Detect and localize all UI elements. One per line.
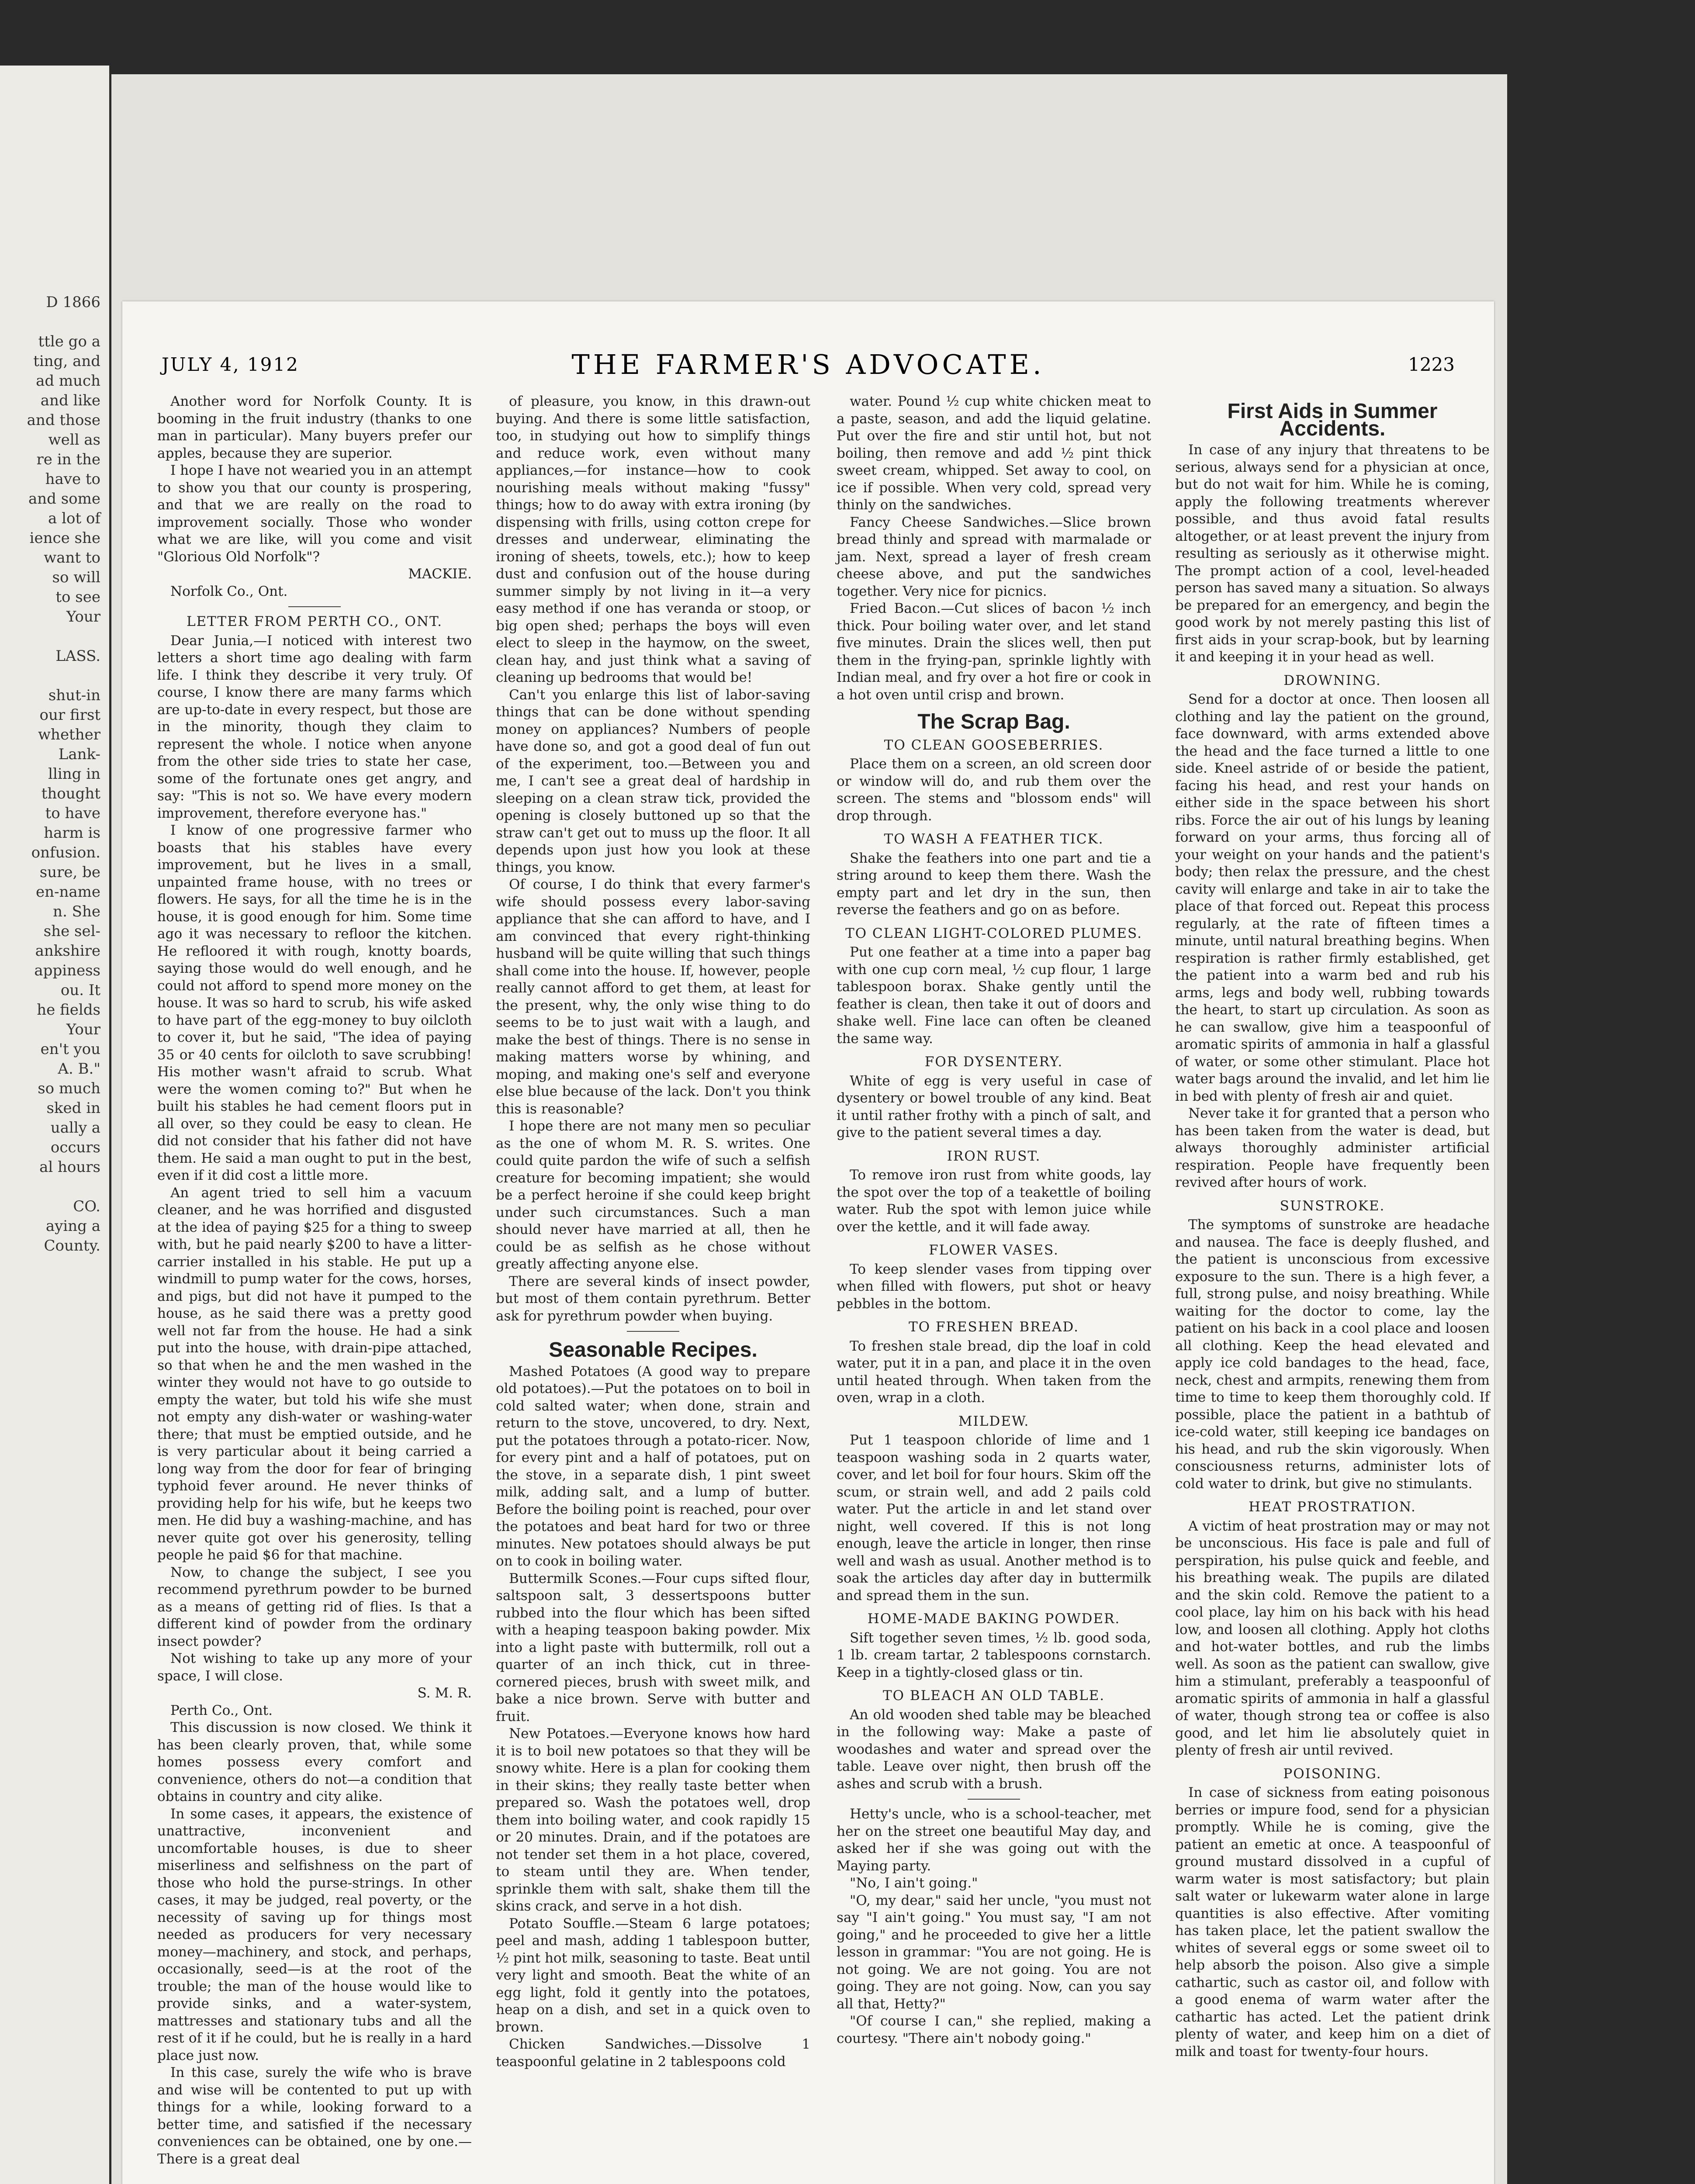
paragraph: In case of any injury that threatens to be serious, always send for a physician at once, but do not wait for him. While he is coming, apply the following treatments wherever possible, and thus avoid fatal results altogether, or at least prevent the injury from resulting as seriously as it otherwise might. The prompt action of a cool, level-headed person has saved many a situation. So always be prepared for an emergency, and begin the good work by not merely pasting this list of first aids in your scrap-book, but by learning it and keeping it in your head as well. [1175,442,1490,665]
paragraph: Potato Souffle.—Steam 6 large potatoes; peel and mash, adding 1 tablespoon butter, ½ pint hot milk, seasoning to taste. Beat until very light and smooth. Beat the white of an egg light, fold it gently into the potatoes, heap on a dish, and set in a quick oven to brown. [496,1915,810,2035]
section-heading: The Scrap Bag. [917,710,1070,733]
paragraph: An old wooden shed table may be bleached in the following way: Make a paste of woodashes and water and spread over the table. Leave over night, then brush off the ashes and scrub with a brush. [837,1707,1151,1792]
newspaper-page [122,301,1494,2184]
place-line: Norfolk Co., Ont. [170,583,288,599]
paragraph: of pleasure, you know, in this drawn-out buying. And there is some little satisfaction, too, in studying out how to simplify things and reduce work, even without many appliances,—for instance—how to cook nourishing meals without making "fussy" things; how to do away with extra ironing (by dispensing with frills, using cotton crepe for dresses and underwear, eliminating the ironing of sheets, towels, etc.); how to keep dust and confusion out of the house during summer simply by not living in it—a very easy method if one has veranda or stoop, or big open shed; perhaps the boys will even elect to sleep in the haymow, on the sweet, clean hay, and just think what a saving of cleaning up bedrooms that would be! [496,394,810,685]
paragraph: Now, to change the subject, I see you recommend pyrethrum powder to be burned as a means of getting rid of flies. Is that a different kind of powder from the ordinary insect powder? [157,1564,472,1649]
sub-heading: DROWNING. [1283,672,1381,688]
column-4 [1175,393,1490,2060]
sub-heading: MILDEW. [958,1413,1030,1429]
paragraph: Buttermilk Scones.—Four cups sifted flour, saltspoon salt, 3 dessertspoons butter rubbed into the flour which has been sifted with a heaping teaspoon baking powder. Mix into a light paste with buttermilk, roll out a quarter of an inch thick, cut in three-cornered pieces, brush with sweet milk, and bake a nice brown. Serve with butter and fruit. [496,1570,810,1724]
sub-heading: TO WASH A FEATHER TICK. [884,831,1104,847]
issue-date: JULY 4, 1912 [162,354,299,375]
column-3 [837,393,1151,2047]
sub-heading: POISONING. [1283,1766,1382,1782]
paragraph: "O, my dear," said her uncle, "you must not say "I ain't going." You must say, "I am not going," and he proceeded to give her a little lesson in grammar: "You are not going. He is not going. We are not going. You are not going. They are not going. Now, can you say all that, Hetty?" [837,1892,1151,2012]
paragraph: Chicken Sandwiches.—Dissolve 1 teaspoonful gelatine in 2 tablespoons cold [496,2036,810,2070]
sub-heading: HEAT PROSTRATION. [1249,1499,1416,1515]
paragraph: Dear Junia,—I noticed with interest two letters a short time ago dealing with farm life. I think they describe it very truly. Of course, I know there are many farms which are up-to-date in every respect, but those are in the minority, though they claim to represent the whole. I notice when anyone from the other side tries to state her case, some of the fortunate ones get angry, and say: "This is not so. We have every modern improvement, therefore everyone has." [157,632,472,821]
page-header [162,345,1455,384]
paragraph: A victim of heat prostration may or may not be unconscious. His face is pale and full of perspiration, his pulse quick and feeble, and his breathing weak. The pupils are dilated and the skin cold. Remove the patient to a cool place, lay him on his back with his head low, and loosen all clothing. Apply hot cloths and hot-water bottles, and rub the limbs well. As soon as the patient can swallow, give him a stimulant, preferably a teaspoonful of aromatic spirits of ammonia in half a glassful of water, though strong tea or coffee is also good, and let him lie absolutely quiet in plenty of fresh air until revived. [1175,1518,1490,1758]
sub-heading: SUNSTROKE. [1280,1198,1385,1214]
column-1 [157,393,472,2168]
place-line: Perth Co., Ont. [170,1702,273,1718]
paragraph: The symptoms of sunstroke are headache and nausea. The face is deeply flushed, and the patient is unconscious from excessive exposure to the sun. There is a high fever, a full, strong pulse, and noisy breathing. While waiting for the doctor to come, lay the patient on his back in a cool place and loosen all clothing. Keep the head elevated and apply ice cold bandages to the head, face, neck, chest and armpits, renewing them from time to time to keep them thoroughly cold. If possible, place the patient in a bathtub of ice-cold water, still keeping ice bandages on his head, and rub the skin vigorously. When consciousness returns, administer lots of cold water to drink, but give no stimulants. [1175,1217,1490,1492]
paragraph: Shake the feathers into one part and tie a string around to keep them there. Wash the empty part and let dry in the sun, then reverse the feathers and go on as before. [837,850,1151,918]
sub-heading: HOME-MADE BAKING POWDER. [867,1611,1121,1627]
paragraph: Another word for Norfolk County. It is booming in the fruit industry (thanks to one man in particular). Many buyers prefer our apples, because they are superior. [157,394,472,461]
paragraph: Put one feather at a time into a paper bag with one cup corn meal, ½ cup flour, 1 large tablespoon borax. Shake gently until the feather is clean, then take it out of doors and shake well. Fine lace can often be cleaned the same way. [837,944,1151,1047]
paragraph: I know of one progressive farmer who boasts that his stables have every improvement, but he lives in a small, unpainted frame house, with no trees or flowers. He says, for all the time he is in the house, it is good enough for him. Some time ago it was necessary to refloor the kitchen. He refloored it with rough, knotty boards, saying those would do well enough, and he could not afford to spend more money on the house. It was so hard to scrub, his wife asked to have part of the egg-money to buy oilcloth to cover it, but he said, "The idea of paying 35 or 40 cents for oilcloth to save scrubbing! His mother wasn't afraid to scrub. What were the women coming to?" But when he built his stables he had cement floors put in all over, so they could be easy to clean. He did not consider that his father did not have them. He said a man ought to put in the best, even if it did cost a little more. [157,822,472,1183]
paragraph: Fancy Cheese Sandwiches.—Slice brown bread thinly and spread with marmalade or jam. Next, spread a layer of fresh cream cheese above, and put the sandwiches together. Very nice for picnics. [837,514,1151,599]
signature: MACKIE. [408,566,472,582]
divider [288,606,341,607]
paragraph: To remove iron rust from white goods, lay the spot over the top of a teakettle of boiling water. Rub the spot with lemon juice while over the kettle, and it will fade away. [837,1167,1151,1235]
column-2 [496,393,810,2070]
paragraph: New Potatoes.—Everyone knows how hard it is to boil new potatoes so that they will be snowy white. Here is a plan for cooking them in their skins; they really taste better when prepared so. Wash the potatoes well, drop them into boiling water, and cook rapidly 15 or 20 minutes. Drain, and if the potatoes are not tender set them in a hot place, covered, to steam until they are. When tender, sprinkle them with salt, shake them till the skins crack, and serve in a hot dish. [496,1726,810,1914]
adjacent-page-fragments: D 1866 ttle go a ting, and ad much and like and those well as re in the have to and some a lot of ience she want to so will to see Your LASS. shut-in our first whether Lank- lling in thought to have harm is onfusion. sure, be en-name n. She she sel- ankshire appiness ou. It he fields Your en't you A. B." so much sked in ually a occurs al hours CO. aying a County. [27,294,100,1254]
section-heading: LETTER FROM PERTH CO., ONT. [186,614,443,629]
paragraph: In this case, surely the wife who is brave and wise will be contented to put up with things for a while, looking forward to a better time, and satisfied if the necessary conveniences can be obtained, one by one.—There is a great deal [157,2065,472,2167]
paragraph: To keep slender vases from tipping over when filled with flowers, put shot or heavy pebbles in the bottom. [837,1261,1151,1312]
sub-heading: IRON RUST. [947,1148,1041,1164]
paragraph: water. Pound ½ cup white chicken meat to a paste, season, and add the liquid gelatine. Put over the fire and stir until hot, but not boiling, then remove and add ½ pint thick sweet cream, whipped. Set away to cool, on ice if possible. When very cold, spread very thinly on the sandwiches. [837,394,1151,513]
sub-heading: FLOWER VASES. [929,1242,1059,1258]
page-number: 1223 [1408,354,1455,375]
paragraph: An agent tried to sell him a vacuum cleaner, and he was horrified and disgusted at the idea of paying $25 for a thing to sweep with, but he paid nearly $200 to have a litter-carrier installed in his stable. He put up a windmill to pump water for the cows, horses, and pigs, but did not have it pumped to the house, as he said there was a pretty good well not far from the house. He had a sink put into the house, with drain-pipe attached, so that when he and the men washed in the winter they would not have to go outside to empty the water, but told his wife she must not empty any dish-water or washing-water there; that must be emptied outside, and he is very particular about it being carried a long way from the door for fear of bringing typhoid fever around. He never thinks of providing help for his wife, but he keeps two men. He did buy a washing-machine, and has never quite got over his generosity, telling people he paid $6 for that machine. [157,1185,472,1563]
paragraph: To freshen stale bread, dip the loaf in cold water, put it in a pan, and place it in the oven until heated through. When taken from the oven, wrap in a cloth. [837,1338,1151,1406]
paragraph: Sift together seven times, ½ lb. good soda, 1 lb. cream tartar, 2 tablespoons cornstarch. Keep in a tightly-closed glass or tin. [837,1630,1151,1680]
publication-title: THE FARMER'S ADVOCATE. [571,349,1045,380]
section-heading: Seasonable Recipes. [549,1338,758,1362]
paragraph: In case of sickness from eating poisonous berries or impure food, send for a physician promptly. While he is coming, give the patient an emetic at once. A teaspoonful of ground mustard dissolved in a cupful of warm water is most satisfactory; but plain salt water or lukewarm water alone in large quantities is also effective. After vomiting has taken place, let the patient swallow the whites of several eggs or some sweet oil to help absorb the poison. Also give a simple cathartic, such as castor oil, and follow with a good enema of warm water after the cathartic has acted. Let the patient drink plenty of water, and keep him on a diet of milk and toast for twenty-four hours. [1175,1785,1490,2060]
sub-heading: TO CLEAN GOOSEBERRIES. [884,737,1104,753]
paragraph: Put 1 teaspoon chloride of lime and 1 teaspoon washing soda in 2 quarts water, cover, and let boil for four hours. Skim off the scum, or strain well, and add 2 pails cold water. Put the article in and let stand over night, well covered. If this is not long enough, leave the article in longer, then rinse well and wash as usual. Another method is to soak the articles day after day in buttermilk and spread them in the sun. [837,1432,1151,1603]
paragraph: Mashed Potatoes (A good way to prepare old potatoes).—Put the potatoes on to boil in cold salted water; when done, strain and return to the stove, uncovered, to dry. Next, put the potatoes through a potato-ricer. Now, for every pint and a half of potatoes, put on the stove, in a separate dish, 1 pint sweet milk, adding salt, and a lump of butter. Before the boiling point is reached, pour over the potatoes and beat hard for two or three minutes. New potatoes should always be put on to cook in boiling water. [496,1363,810,1569]
paragraph: There are several kinds of insect powder, but most of them contain pyrethrum. Better ask for pyrethrum powder when buying. [496,1273,810,1324]
paragraph: Not wishing to take up any more of your space, I will close. [157,1651,472,1684]
paragraph: Place them on a screen, an old screen door or window will do, and rub them over the screen. The stems and "blossom ends" will drop through. [837,756,1151,824]
section-heading: First Aids in Summer Accidents. [1227,400,1438,440]
signature: S. M. R. [417,1685,472,1701]
adjacent-page-edge [0,66,109,2184]
paragraph: I hope there are not many men so peculiar as the one of whom M. R. S. writes. One could quite pardon the wife of such a selfish creature for becoming impatient; she would be a perfect heroine if she could keep bright under such circumstances. Such a man should never have married at all, then he could be as selfish as he chose without greatly affecting anyone else. [496,1118,810,1272]
divider [627,1331,679,1332]
paragraph: Can't you enlarge this list of labor-saving things that can be done without spending money on appliances? Numbers of people have done so, and got a good deal of fun out of the experiment, too.—Between you and me, I can't see a great deal of hardship in sleeping on a clean straw tick, provided the opening is closely buttoned up so that the straw can't get out to muss up the floor. It all depends upon just how you look at these things, you know. [496,687,810,875]
paragraph: Never take it for granted that a person who has been taken from the water is dead, but always thoroughly administer artificial respiration. People have frequently been revived after hours of work. [1175,1106,1490,1190]
sub-heading: TO FRESHEN BREAD. [908,1319,1079,1335]
paragraph: Hetty's uncle, who is a school-teacher, met her on the street one beautiful May day, and asked her if she was going out with the Maying party. [837,1806,1151,1874]
paragraph: This discussion is now closed. We think it has been clearly proven, that, while some homes possess every comfort and convenience, others do not—a condition that obtains in country and city alike. [157,1720,472,1804]
paragraph: I hope I have not wearied you in an attempt to show you that our county is prospering, and that we are really on the road to improvement socially. Those who wonder what we are like, will you come and visit "Glorious Old Norfolk"? [157,463,472,565]
sub-heading: FOR DYSENTERY. [924,1054,1063,1070]
paragraph: In some cases, it appears, the existence of unattractive, inconvenient and uncomfortable houses, is due to sheer miserliness and selfishness on the part of those who hold the purse-strings. In other cases, it may be judged, real poverty, or the necessity of saving up for things most needed as producers for very necessary money—machinery, and stock, and perhaps, occasionally, seed—is at the root of the trouble; the man of the house would like to provide sinks, and a water-system, mattresses and stationary tubs and all the rest of it if he could, but he is really in a hard place just now. [157,1806,472,2063]
paragraph: White of egg is very useful in case of dysentery or bowel trouble of any kind. Beat it until rather frothy with a pinch of salt, and give to the patient several times a day. [837,1073,1151,1140]
paragraph: Send for a doctor at once. Then loosen all clothing and lay the patient on the ground, face downward, with arms extended above the head and the face turned a little to one side. Kneel astride of or beside the patient, facing his head, and rest your hands on either side in the space between his short ribs. Force the air out of his lungs by leaning forward on your arms, thus forcing all of your weight on your hands and the patient's body; then relax the pressure, and the chest cavity will enlarge and take in air to take the place of that forced out. Repeat this process regularly, at the rate of fifteen times a minute, until natural breathing begins. When respiration is rather firmly established, get the patient into a warm bed and rub his arms, legs and body well, rubbing towards the heart, to start up circulation. As soon as he can swallow, give him a teaspoonful of aromatic spirits of ammonia in half a glassful of water, or some other stimulant. Place hot water bags around the invalid, and let him lie in bed with plenty of fresh air and quiet. [1175,691,1490,1104]
sub-heading: TO CLEAN LIGHT-COLORED PLUMES. [845,925,1143,941]
paragraph: "No, I ain't going." [850,1875,978,1891]
sub-heading: TO BLEACH AN OLD TABLE. [882,1688,1105,1704]
paragraph: "Of course I can," she replied, making a courtesy. "There ain't nobody going." [837,2013,1151,2046]
divider [968,1799,1020,1800]
paragraph: Of course, I do think that every farmer's wife should possess every labor-saving appliance that she can afford to have, and I am convinced that every right-thinking husband will be quite willing that such things shall come into the house. If, however, people really cannot afford to get them, at least for the present, why, the only wise thing to do seems to be to just wait with a laugh, and make the best of things. There is no sense in making matters worse by whining, and moping, and making one's self and everyone else blue because of the lack. Don't you think this is reasonable? [496,877,810,1117]
paragraph: Fried Bacon.—Cut slices of bacon ½ inch thick. Pour boiling water over, and let stand five minutes. Drain the slices well, then put them in the frying-pan, sprinkle lightly with Indian meal, and fry over a hot fire or cook in a hot oven until crisp and brown. [837,601,1151,703]
